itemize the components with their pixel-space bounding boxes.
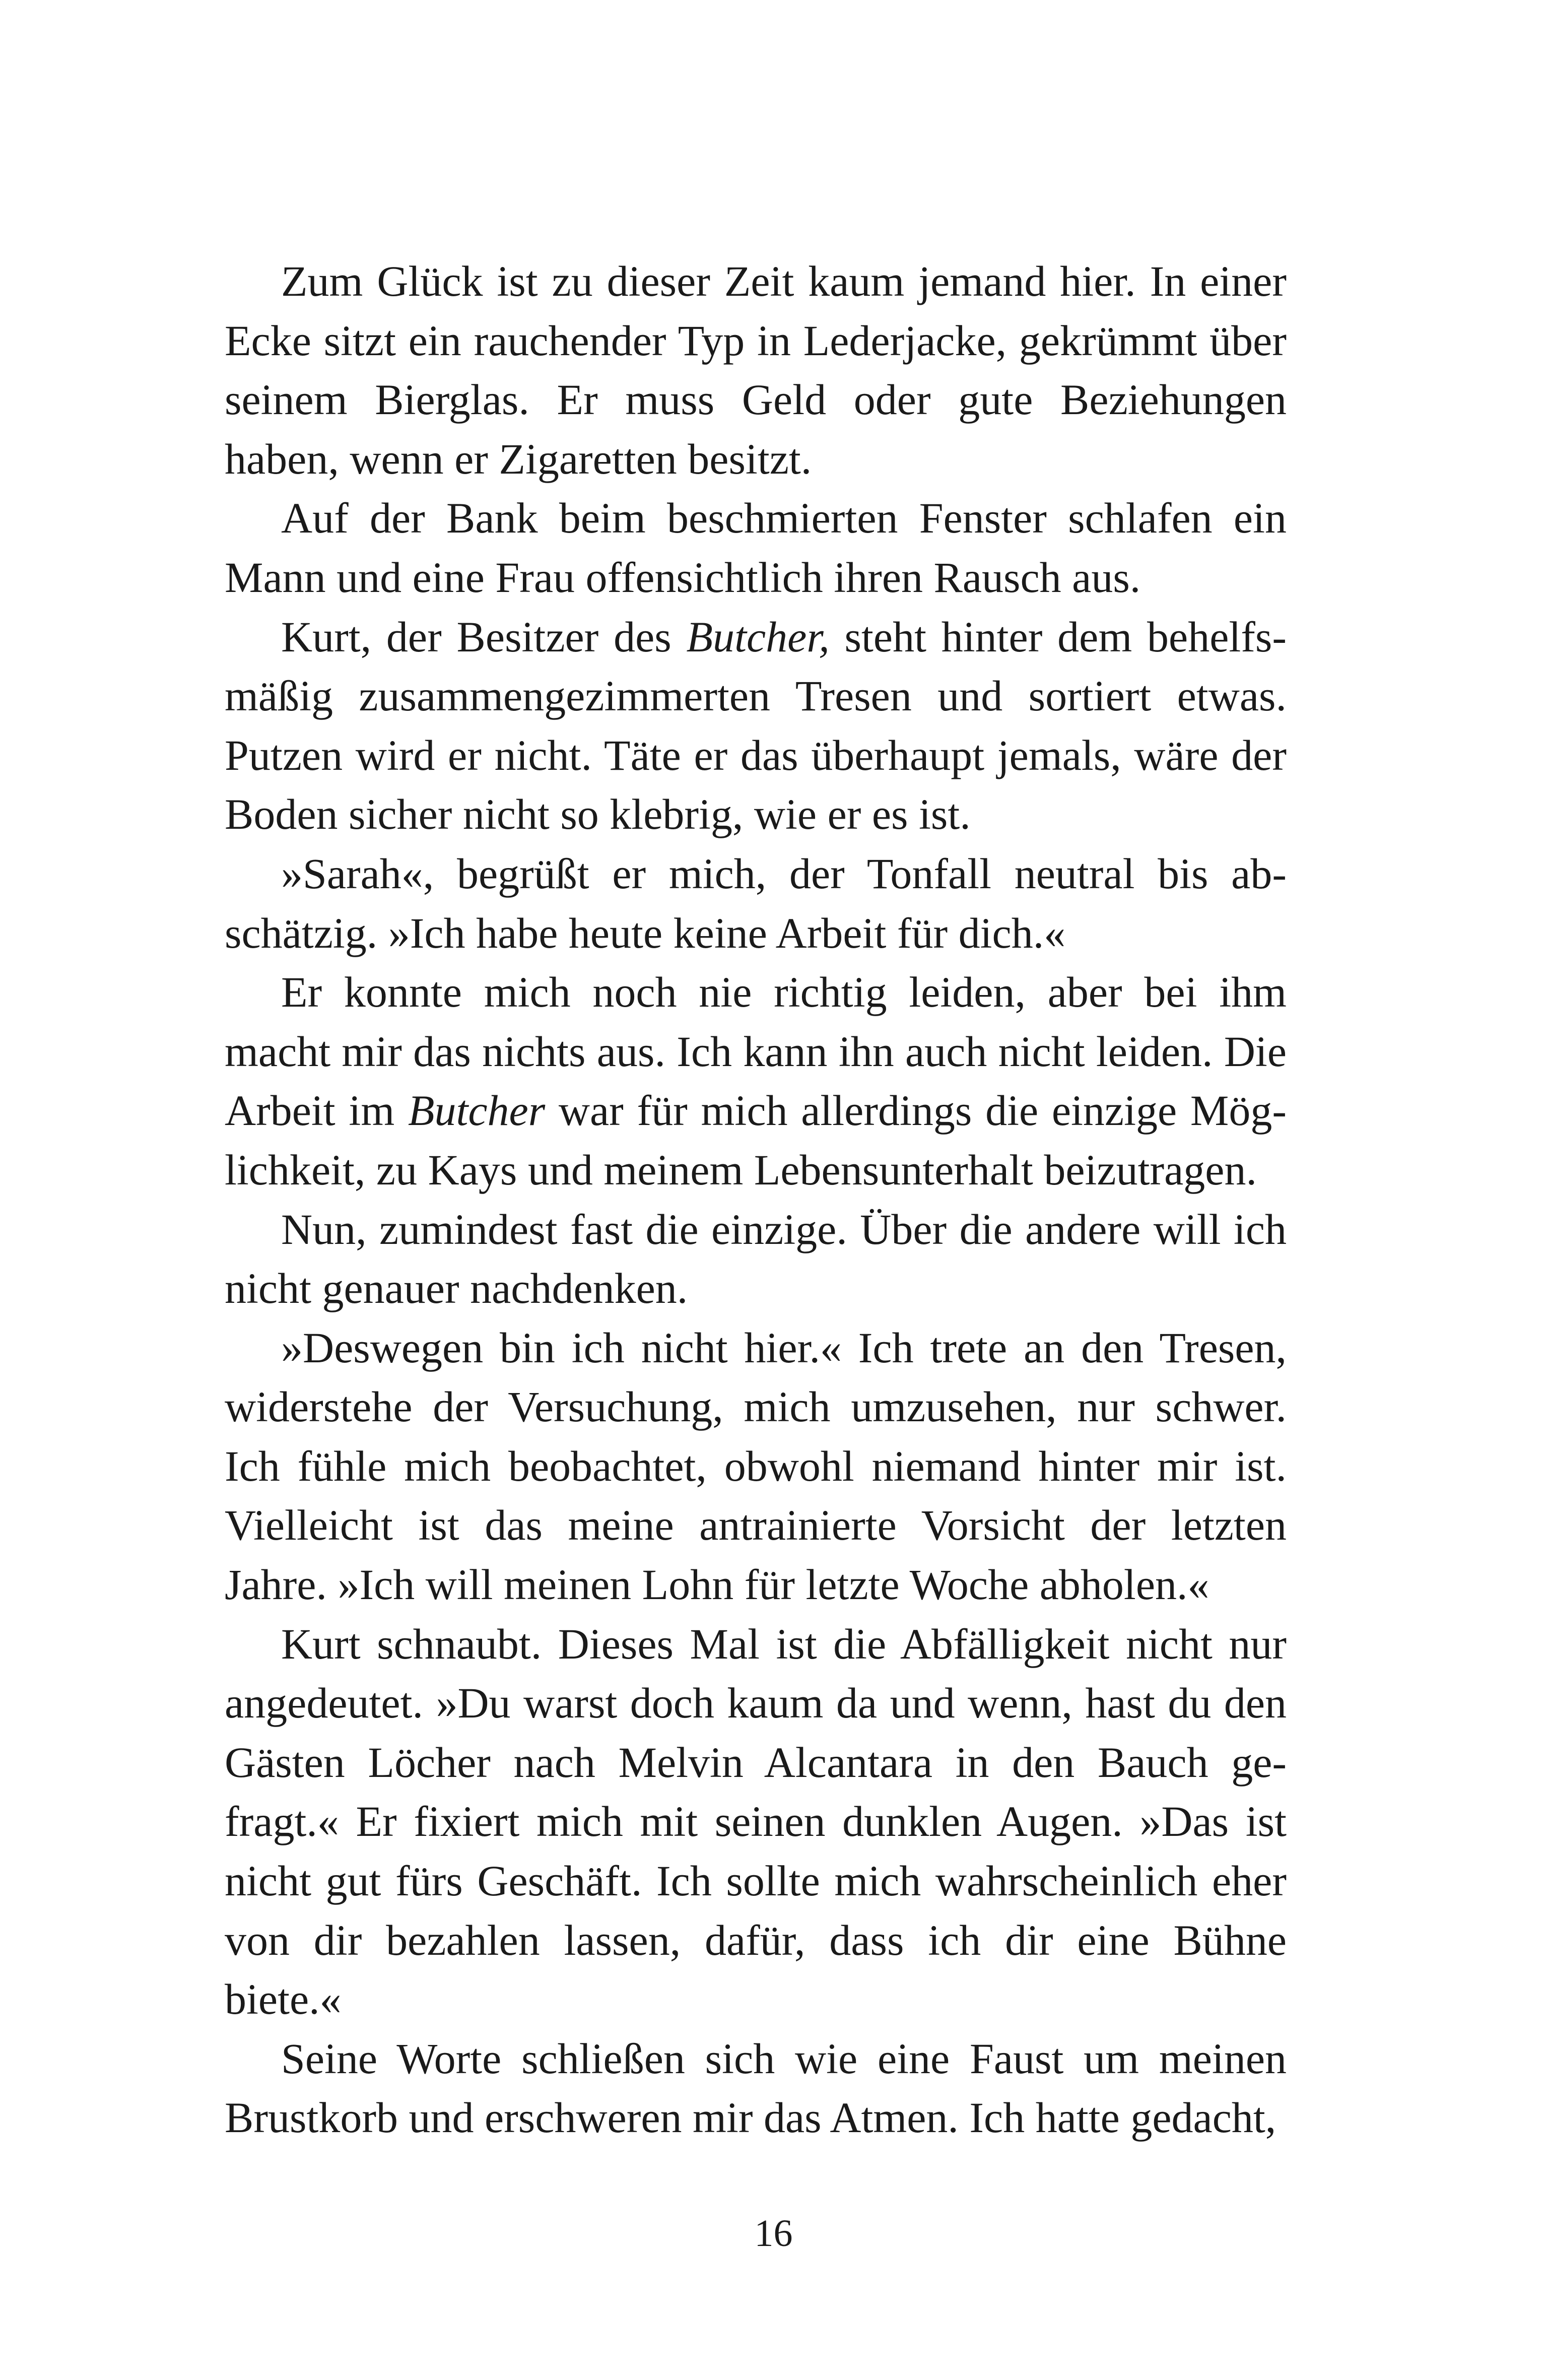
paragraph bbox=[225, 2029, 1287, 2148]
paragraph bbox=[225, 844, 1287, 963]
paragraph bbox=[225, 1615, 1287, 2029]
paragraph bbox=[225, 963, 1287, 1200]
paragraph-text: war für mich allerdings die einzige Möglichkeit, zu Kays und meinem Lebensunterhalt beizutragen. bbox=[225, 1086, 1287, 1194]
paragraph-text: Auf der Bank beim beschmierten Fenster schlafen ein Mann und eine Frau offensichtlich ihren Rausch aus. bbox=[225, 494, 1287, 602]
paragraph-text: Nun, zumindest fast die einzige. Über die andere will ich nicht genauer nachdenken. bbox=[225, 1205, 1287, 1313]
paragraph-text: Kurt, der Besitzer des bbox=[281, 612, 687, 661]
paragraph-text: Zum Glück ist zu dieser Zeit kaum jemand hier. In einer Ecke sitzt ein rauchender Typ in Lederjacke, gekrümmt über seinem Bierglas. Er muss Geld oder gute Beziehungen haben, wenn er Zigaretten besitzt. bbox=[225, 257, 1287, 483]
paragraph bbox=[225, 252, 1287, 489]
paragraph bbox=[225, 608, 1287, 844]
paragraph-text: Seine Worte schließen sich wie eine Faust um meinen Brustkorb und erschweren mir das Atmen. Ich hatte gedacht, bbox=[225, 2034, 1287, 2142]
italic-text: Butcher bbox=[408, 1086, 546, 1135]
body-text bbox=[225, 252, 1287, 2148]
paragraph-text: »Deswegen bin ich nicht hier.« Ich trete an den Tresen, widerstehe der Versuchung, mich umzusehen, nur schwer. Ich fühle mich beobachtet, obwohl niemand hinter mir ist. Vielleicht ist das meine antrainierte Vorsicht der letzten Jahre. »Ich will meinen Lohn für letzte Woche abholen.« bbox=[225, 1323, 1287, 1609]
italic-text: Butcher, bbox=[686, 612, 830, 661]
paragraph bbox=[225, 1200, 1287, 1318]
paragraph-text: steht hinter dem behelfsmäßig zusammengezimmerten Tresen und sortiert etwas. Putzen wird er nicht. Täte er das überhaupt jemals, wäre der Boden sicher nicht so klebrig, wie er es ist. bbox=[225, 612, 1287, 839]
page-number: 16 bbox=[754, 2212, 793, 2255]
paragraph bbox=[225, 489, 1287, 607]
paragraph-text: Kurt schnaubt. Dieses Mal ist die Abfälligkeit nicht nur angedeutet. »Du warst doch kaum da und wenn, hast du den Gästen Löcher nach Melvin Alcantara in den Bauch gefragt.« Er fixiert mich mit seinen dunklen Augen. »Das ist nicht gut fürs Geschäft. Ich sollte mich wahrscheinlich eher von dir bezahlen lassen, dafür, dass ich dir eine Bühne biete.« bbox=[225, 1619, 1287, 2024]
paragraph-text: »Sarah«, begrüßt er mich, der Tonfall neutral bis abschätzig. »Ich habe heute keine Arbeit für dich.« bbox=[225, 849, 1287, 957]
paragraph bbox=[225, 1318, 1287, 1615]
paragraph-text: Er konnte mich noch nie richtig leiden, aber bei ihm macht mir das nichts aus. Ich kann ihn auch nicht leiden. Die Arbeit im bbox=[225, 968, 1287, 1135]
